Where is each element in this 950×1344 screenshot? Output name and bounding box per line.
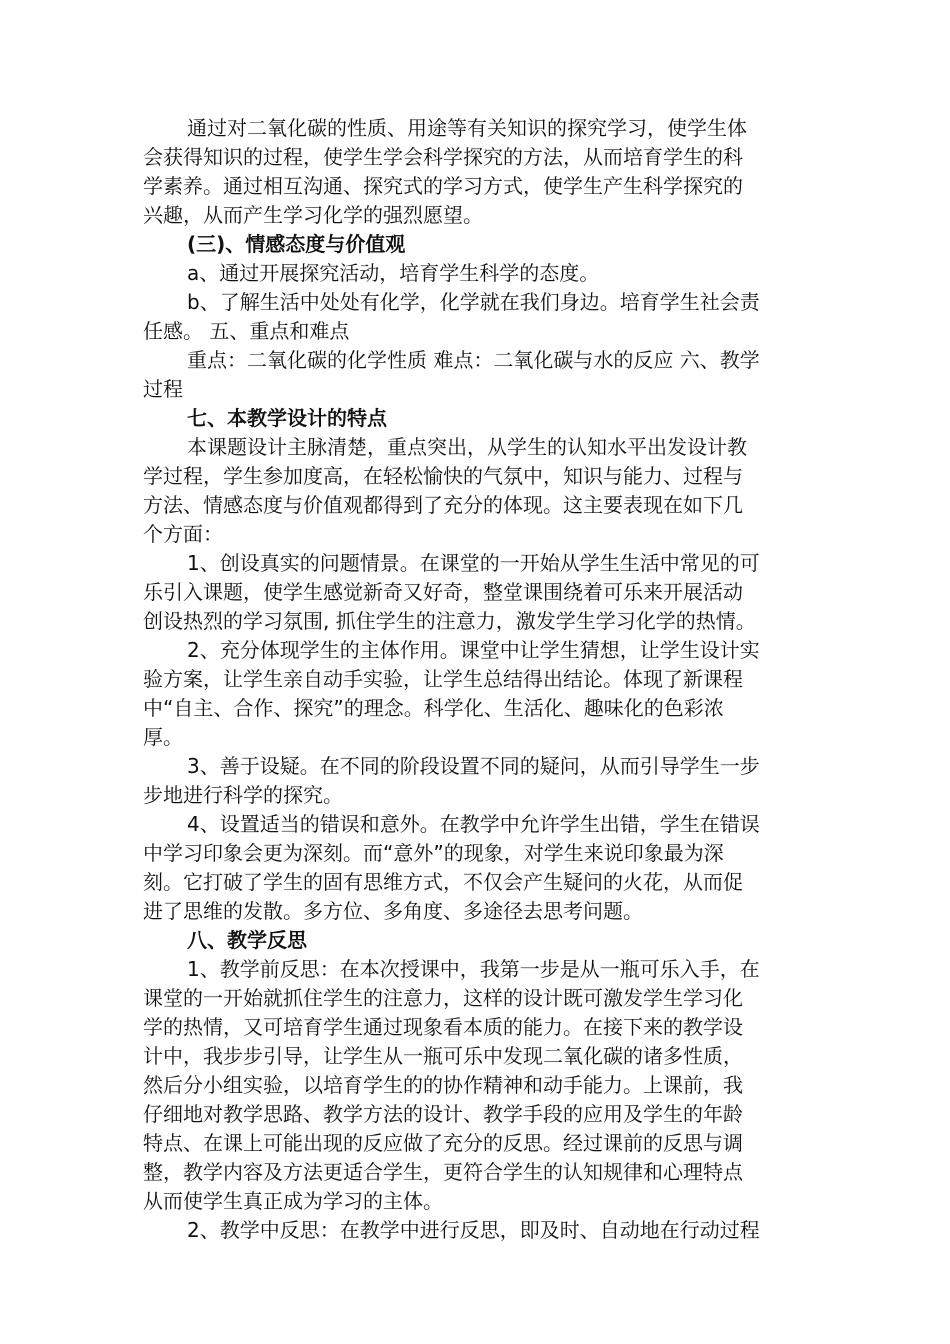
text-line: 中学习印象会更为深刻。而“意外”的现象，对学生来说印象最为深 [143, 841, 724, 865]
text-line: 课堂的一开始就抓住学生的注意力，这样的设计既可激发学生学习化 [143, 986, 743, 1010]
section-heading: 八、教学反思 [187, 928, 307, 952]
text-line: 本课题设计主脉清楚，重点突出，从学生的认知水平出发设计教 [187, 435, 747, 459]
text-line: 然后分小组实验，以培育学生的的协作精神和动手能力。上课前，我 [143, 1073, 743, 1097]
text-line: 创设热烈的学习氛围, 抓住学生的注意力，激发学生学习化学的热情。 [143, 609, 756, 633]
text-line: 3、善于设疑。在不同的阶段设置不同的疑问，从而引导学生一步 [187, 754, 760, 778]
text-line: 过程 [143, 377, 183, 401]
text-line: 特点、在课上可能出现的反应做了充分的反思。经过课前的反思与调 [143, 1131, 743, 1155]
text-line: 仔细地对教学思路、教学方法的设计、教学手段的应用及学生的年龄 [143, 1102, 743, 1126]
text-line: a、通过开展探究活动，培育学生科学的态度。 [187, 261, 600, 285]
text-line: 刻。它打破了学生的固有思维方式，不仅会产生疑问的火花，从而促 [143, 870, 743, 894]
text-line: 4、设置适当的错误和意外。在教学中允许学生出错，学生在错误 [187, 812, 760, 836]
text-line: 验方案，让学生亲自动手实验，让学生总结得出结论。体现了新课程 [143, 667, 743, 691]
text-line: 个方面： [143, 522, 223, 546]
text-line: 中“自主、合作、探究”的理念。科学化、生活化、趣味化的色彩浓 [143, 696, 724, 720]
text-line: 2、充分体现学生的主体作用。课堂中让学生猜想，让学生设计实 [187, 638, 760, 662]
text-line: 重点：二氧化碳的化学性质 难点：二氧化碳与水的反应 六、教学 [187, 348, 760, 372]
text-line: 方法、情感态度与价值观都得到了充分的体现。这主要表现在如下几 [143, 493, 743, 517]
section-heading: (三)、情感态度与价值观 [187, 232, 406, 256]
text-line: 进了思维的发散。多方位、多角度、多途径去思考问题。 [143, 899, 643, 923]
text-line: 1、创设真实的问题情景。在课堂的一开始从学生生活中常见的可 [187, 551, 760, 575]
text-line: 学的热情，又可培育学生通过现象看本质的能力。在接下来的教学设 [143, 1015, 743, 1039]
text-line: 厚。 [143, 725, 183, 749]
text-line: 学过程，学生参加度高，在轻松愉快的气氛中，知识与能力、过程与 [143, 464, 743, 488]
text-line: 从而使学生真正成为学习的主体。 [143, 1189, 443, 1213]
text-line: 会获得知识的过程，使学生学会科学探究的方法，从而培育学生的科 [143, 145, 743, 169]
document-page [143, 114, 811, 1245]
text-line: 步地进行科学的探究。 [143, 783, 343, 807]
section-heading: 七、本教学设计的特点 [187, 406, 387, 430]
text-line: 通过对二氧化碳的性质、用途等有关知识的探究学习，使学生体 [187, 116, 747, 140]
text-line: 整，教学内容及方法更适合学生，更符合学生的认知规律和心理特点 [143, 1160, 743, 1184]
text-line: 任感。 五、重点和难点 [143, 319, 350, 343]
text-line: 2、教学中反思：在教学中进行反思，即及时、自动地在行动过程 [187, 1218, 760, 1242]
text-line: 学素养。通过相互沟通、探究式的学习方式，使学生产生科学探究的 [143, 174, 743, 198]
text-line: 1、教学前反思：在本次授课中，我第一步是从一瓶可乐入手，在 [187, 957, 760, 981]
text-line: 计中，我步步引导，让学生从一瓶可乐中发现二氧化碳的诸多性质， [143, 1044, 743, 1068]
text-line: 乐引入课题，使学生感觉新奇又好奇，整堂课围绕着可乐来开展活动 [143, 580, 743, 604]
text-line: b、了解生活中处处有化学，化学就在我们身边。培育学生社会责 [187, 290, 760, 314]
text-line: 兴趣，从而产生学习化学的强烈愿望。 [143, 203, 483, 227]
